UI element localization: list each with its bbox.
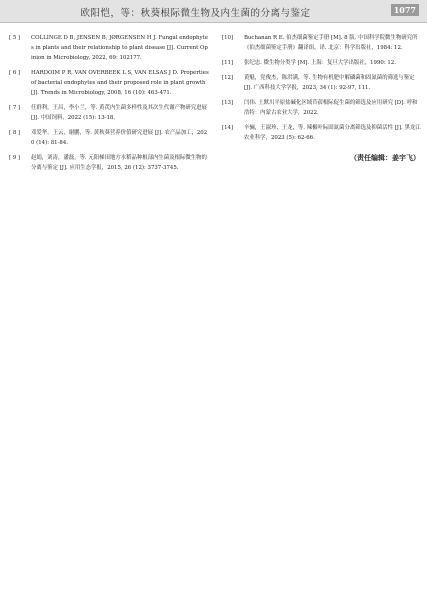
running-header-title: 欧阳恺，等：秋葵根际微生物及内生菌的分离与鉴定 <box>80 8 311 19</box>
references-left-column <box>9 33 209 178</box>
reference-number: [ 6 ] <box>9 70 21 76</box>
reference-item <box>222 73 422 93</box>
reference-item <box>9 128 209 148</box>
reference-number: [ 7 ] <box>9 105 21 111</box>
reference-text: 黄魁，党俊杰，陈洪满，等. 生物有机肥中解磷菌和固氮菌的筛选与鉴定 [J]. 广西科技大学学报，2023, 34 (1): 92-97, 111. <box>244 75 415 91</box>
reference-number: [12] <box>222 75 234 81</box>
reference-text: 邓爱华，王云，谢鹏，等. 黄秋葵营养价值研究进展 [J]. 农产品加工，2020 (14): 81-84. <box>31 130 208 146</box>
reference-text: Buchanan R E. 伯杰细菌鉴定手册 [M]. 8 版. 中国科学院微生物研究所《伯杰细菌鉴定手册》翻译组，译. 北京：科学出版社，1984: 12. <box>244 35 418 51</box>
reference-number: [10] <box>222 35 234 41</box>
references-right-column <box>222 33 422 163</box>
reference-item <box>9 103 209 123</box>
reference-number: [ 5 ] <box>9 35 21 41</box>
reference-text: 闫伟. 土默川平原盐碱化区域苜蓿根际促生菌的筛选及应用研究 [D]. 呼和浩特：内蒙古农业大学，2022. <box>244 100 418 116</box>
reference-text: COLLINGE D B, JENSEN B, JØRGENSEN H J. Fungal endophytes in plants and their relationship to plant disease [J]. Current Opinion in Microbiology, 2022, 69: 102177. <box>31 35 208 61</box>
responsible-editor: （责任编辑：姜宇飞） <box>350 153 420 162</box>
reference-item <box>9 68 209 98</box>
reference-number: [14] <box>222 125 234 131</box>
reference-number: [13] <box>222 100 234 106</box>
reference-number: [ 8 ] <box>9 130 21 136</box>
reference-text: HARDOIM P R, VAN OVERBEEK L S, VAN ELSAS J D. Properties of bacterial endophytes and their proposed role in plant growth [J]. Trends in Microbiology, 2008, 16 (10): 463-471. <box>31 70 209 96</box>
reference-item <box>222 123 422 143</box>
reference-item <box>9 153 209 173</box>
reference-number: [ 9 ] <box>9 155 21 161</box>
reference-text: 赵娟，刘涛，潘磊，等. 元阳梯田地方水稻品种根部内生菌及根际微生物的分离与鉴定 [J]. 应用生态学报，2015, 26 (12): 3737-3745. <box>31 155 207 171</box>
reference-item <box>222 98 422 118</box>
reference-item <box>222 33 422 53</box>
reference-text: 张纪忠. 微生物分类学 [M]. 上海：复旦大学出版社，1990: 12. <box>244 60 396 66</box>
reference-text: 辛骊，王淑珍，王龙，等. 辣椒叶际固氮菌分离筛选及抑菌活性 [J]. 黑龙江农业科学，2023 (5): 62-66. <box>244 125 421 141</box>
reference-text: 任群利，王昌，李小兰，等. 黄芪内生菌多样性及其次生代谢产物研究进展 [J]. 中国饲料，2022 (15): 13-18. <box>31 105 207 121</box>
reference-item <box>222 58 422 68</box>
reference-item <box>9 33 209 63</box>
page-number: 1077 <box>391 4 419 16</box>
running-header <box>0 0 427 23</box>
reference-number: [11] <box>222 60 234 66</box>
